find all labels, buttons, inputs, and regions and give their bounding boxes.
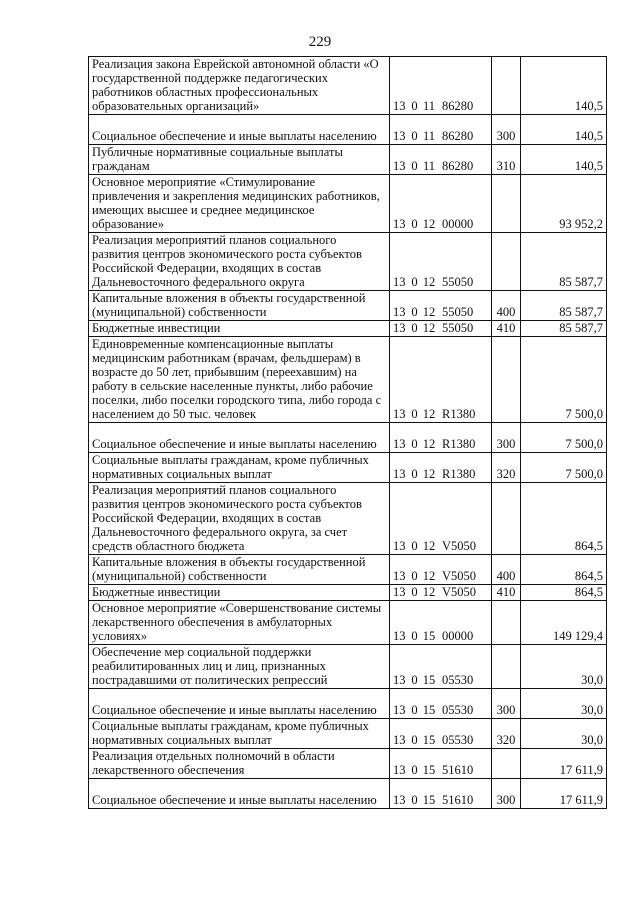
row-name: Реализация мероприятий планов социального развития центров экономического роста субъектов Российской Федерации, входящих в состав Дальневосточного федерального округа, за счет средств областного бюджета	[89, 483, 390, 555]
row-code	[390, 779, 492, 809]
row-amount: 864,5	[521, 483, 607, 555]
code-part-c3: 15	[422, 763, 436, 777]
row-amount: 30,0	[521, 645, 607, 689]
table-row	[89, 453, 607, 483]
row-code	[390, 555, 492, 585]
table-row	[89, 291, 607, 321]
row-amount: 85 587,7	[521, 321, 607, 337]
code-part-c1: 13	[393, 159, 406, 173]
row-code	[390, 601, 492, 645]
code-part-c4: 55050	[442, 321, 474, 335]
row-code	[390, 719, 492, 749]
row-amount: 7 500,0	[521, 453, 607, 483]
code-part-c1: 13	[393, 733, 406, 747]
code-part-c3: 15	[422, 673, 436, 687]
code-part-c1: 13	[393, 129, 406, 143]
code-part-c4: V5050	[442, 569, 477, 583]
page-number: 229	[308, 34, 332, 50]
row-expense-type: 300	[492, 779, 521, 809]
row-name: Основное мероприятие «Стимулирование привлечения и закрепления медицинских работников, имеющих высшее и среднее медицинское образование»	[89, 175, 390, 233]
row-name: Публичные нормативные социальные выплаты гражданам	[89, 145, 390, 175]
code-part-c2: 0	[411, 793, 418, 807]
code-part-c4: 55050	[442, 275, 474, 289]
code-part-c4: 86280	[442, 159, 474, 173]
code-part-c3: 12	[422, 437, 436, 451]
code-part-c4: 55050	[442, 305, 474, 319]
code-part-c4: 86280	[442, 99, 474, 113]
code-part-c1: 13	[393, 703, 406, 717]
row-name: Реализация отдельных полномочий в области лекарственного обеспечения	[89, 749, 390, 779]
table-row	[89, 321, 607, 337]
row-amount: 140,5	[521, 57, 607, 115]
row-name: Капитальные вложения в объекты государственной (муниципальной) собственности	[89, 291, 390, 321]
row-expense-type	[492, 337, 521, 423]
code-part-c2: 0	[411, 585, 418, 599]
row-name: Реализация закона Еврейской автономной области «О государственной поддержке педагогических работников областных профессиональных образовательных организаций»	[89, 57, 390, 115]
row-amount: 140,5	[521, 115, 607, 145]
row-amount: 30,0	[521, 719, 607, 749]
row-amount: 864,5	[521, 585, 607, 601]
code-part-c2: 0	[411, 305, 418, 319]
code-part-c1: 13	[393, 217, 406, 231]
code-part-c4: V5050	[442, 539, 477, 553]
table-row	[89, 57, 607, 115]
code-part-c2: 0	[411, 437, 418, 451]
row-code	[390, 689, 492, 719]
code-part-c4: 00000	[442, 629, 474, 643]
code-part-c3: 15	[422, 733, 436, 747]
row-code	[390, 291, 492, 321]
code-part-c1: 13	[393, 321, 406, 335]
code-part-c1: 13	[393, 99, 406, 113]
row-name: Социальное обеспечение и иные выплаты населению	[89, 689, 390, 719]
code-part-c3: 12	[422, 305, 436, 319]
code-part-c2: 0	[411, 129, 418, 143]
row-expense-type: 320	[492, 453, 521, 483]
code-part-c3: 12	[422, 321, 436, 335]
row-expense-type: 320	[492, 719, 521, 749]
row-code	[390, 483, 492, 555]
code-part-c1: 13	[393, 629, 406, 643]
code-part-c4: 51610	[442, 793, 474, 807]
row-amount: 85 587,7	[521, 233, 607, 291]
code-part-c4: 51610	[442, 763, 474, 777]
code-part-c2: 0	[411, 629, 418, 643]
table-row	[89, 689, 607, 719]
code-part-c3: 12	[422, 407, 436, 421]
code-part-c1: 13	[393, 467, 406, 481]
row-code	[390, 585, 492, 601]
row-expense-type: 400	[492, 291, 521, 321]
row-name: Социальные выплаты гражданам, кроме публичных нормативных социальных выплат	[89, 719, 390, 749]
code-part-c4: 05530	[442, 703, 474, 717]
row-code	[390, 321, 492, 337]
table-row	[89, 337, 607, 423]
code-part-c3: 12	[422, 569, 436, 583]
row-code	[390, 145, 492, 175]
code-part-c3: 12	[422, 539, 436, 553]
row-amount: 17 611,9	[521, 749, 607, 779]
table-row	[89, 555, 607, 585]
table-row	[89, 749, 607, 779]
code-part-c4: R1380	[442, 437, 476, 451]
code-part-c3: 15	[422, 629, 436, 643]
budget-table-body	[89, 57, 607, 809]
code-part-c2: 0	[411, 275, 418, 289]
code-part-c1: 13	[393, 407, 406, 421]
row-expense-type: 300	[492, 115, 521, 145]
row-amount: 7 500,0	[521, 337, 607, 423]
row-name: Социальное обеспечение и иные выплаты населению	[89, 423, 390, 453]
code-part-c1: 13	[393, 793, 406, 807]
code-part-c4: 05530	[442, 733, 474, 747]
row-expense-type	[492, 749, 521, 779]
row-expense-type	[492, 645, 521, 689]
code-part-c2: 0	[411, 539, 418, 553]
row-expense-type: 300	[492, 423, 521, 453]
row-name: Обеспечение мер социальной поддержки реабилитированных лиц и лиц, признанных пострадавшими от политических репрессий	[89, 645, 390, 689]
code-part-c3: 12	[422, 217, 436, 231]
code-part-c1: 13	[393, 569, 406, 583]
code-part-c3: 11	[422, 129, 436, 143]
row-code	[390, 175, 492, 233]
code-part-c4: 05530	[442, 673, 474, 687]
table-row	[89, 779, 607, 809]
code-part-c2: 0	[411, 703, 418, 717]
row-expense-type	[492, 175, 521, 233]
row-name: Социальные выплаты гражданам, кроме публичных нормативных социальных выплат	[89, 453, 390, 483]
code-part-c2: 0	[411, 407, 418, 421]
row-amount: 85 587,7	[521, 291, 607, 321]
code-part-c4: R1380	[442, 407, 476, 421]
row-amount: 30,0	[521, 689, 607, 719]
row-name: Бюджетные инвестиции	[89, 321, 390, 337]
row-amount: 7 500,0	[521, 423, 607, 453]
row-amount: 864,5	[521, 555, 607, 585]
table-row	[89, 175, 607, 233]
code-part-c4: 00000	[442, 217, 474, 231]
code-part-c4: 86280	[442, 129, 474, 143]
code-part-c2: 0	[411, 763, 418, 777]
code-part-c3: 11	[422, 99, 436, 113]
row-expense-type	[492, 601, 521, 645]
code-part-c4: R1380	[442, 467, 476, 481]
code-part-c2: 0	[411, 673, 418, 687]
table-row	[89, 601, 607, 645]
table-row	[89, 145, 607, 175]
row-amount: 149 129,4	[521, 601, 607, 645]
budget-table	[88, 56, 607, 809]
row-code	[390, 337, 492, 423]
code-part-c1: 13	[393, 437, 406, 451]
code-part-c3: 11	[422, 159, 436, 173]
row-code	[390, 749, 492, 779]
row-expense-type: 410	[492, 321, 521, 337]
code-part-c2: 0	[411, 569, 418, 583]
code-part-c3: 15	[422, 793, 436, 807]
row-name: Социальное обеспечение и иные выплаты населению	[89, 115, 390, 145]
table-row	[89, 115, 607, 145]
code-part-c4: V5050	[442, 585, 477, 599]
row-amount: 17 611,9	[521, 779, 607, 809]
row-name: Единовременные компенсационные выплаты медицинским работникам (врачам, фельдшерам) в возрасте до 50 лет, прибывшим (переехавшим) на работу в сельские населенные пункты, либо рабочие поселки, либо поселки городского типа, либо города с населением до 50 тыс. человек	[89, 337, 390, 423]
table-row	[89, 233, 607, 291]
code-part-c1: 13	[393, 305, 406, 319]
code-part-c1: 13	[393, 673, 406, 687]
row-code	[390, 453, 492, 483]
row-expense-type	[492, 483, 521, 555]
row-expense-type: 310	[492, 145, 521, 175]
table-row	[89, 645, 607, 689]
code-part-c3: 12	[422, 275, 436, 289]
code-part-c1: 13	[393, 763, 406, 777]
code-part-c2: 0	[411, 99, 418, 113]
row-code	[390, 57, 492, 115]
code-part-c2: 0	[411, 321, 418, 335]
code-part-c1: 13	[393, 539, 406, 553]
table-row	[89, 483, 607, 555]
table-row	[89, 719, 607, 749]
row-name: Основное мероприятие «Совершенствование системы лекарственного обеспечения в амбулаторных условиях»	[89, 601, 390, 645]
code-part-c3: 15	[422, 703, 436, 717]
row-code	[390, 645, 492, 689]
table-row	[89, 423, 607, 453]
row-expense-type: 400	[492, 555, 521, 585]
row-code	[390, 233, 492, 291]
row-name: Бюджетные инвестиции	[89, 585, 390, 601]
code-part-c1: 13	[393, 275, 406, 289]
row-name: Капитальные вложения в объекты государственной (муниципальной) собственности	[89, 555, 390, 585]
row-name: Социальное обеспечение и иные выплаты населению	[89, 779, 390, 809]
row-amount: 140,5	[521, 145, 607, 175]
row-expense-type	[492, 57, 521, 115]
code-part-c1: 13	[393, 585, 406, 599]
code-part-c2: 0	[411, 217, 418, 231]
row-amount: 93 952,2	[521, 175, 607, 233]
code-part-c2: 0	[411, 733, 418, 747]
table-row	[89, 585, 607, 601]
code-part-c3: 12	[422, 585, 436, 599]
code-part-c2: 0	[411, 467, 418, 481]
row-expense-type: 300	[492, 689, 521, 719]
row-expense-type	[492, 233, 521, 291]
row-name: Реализация мероприятий планов социального развития центров экономического роста субъектов Российской Федерации, входящих в состав Дальневосточного федерального округа	[89, 233, 390, 291]
code-part-c3: 12	[422, 467, 436, 481]
row-code	[390, 115, 492, 145]
row-code	[390, 423, 492, 453]
code-part-c2: 0	[411, 159, 418, 173]
row-expense-type: 410	[492, 585, 521, 601]
